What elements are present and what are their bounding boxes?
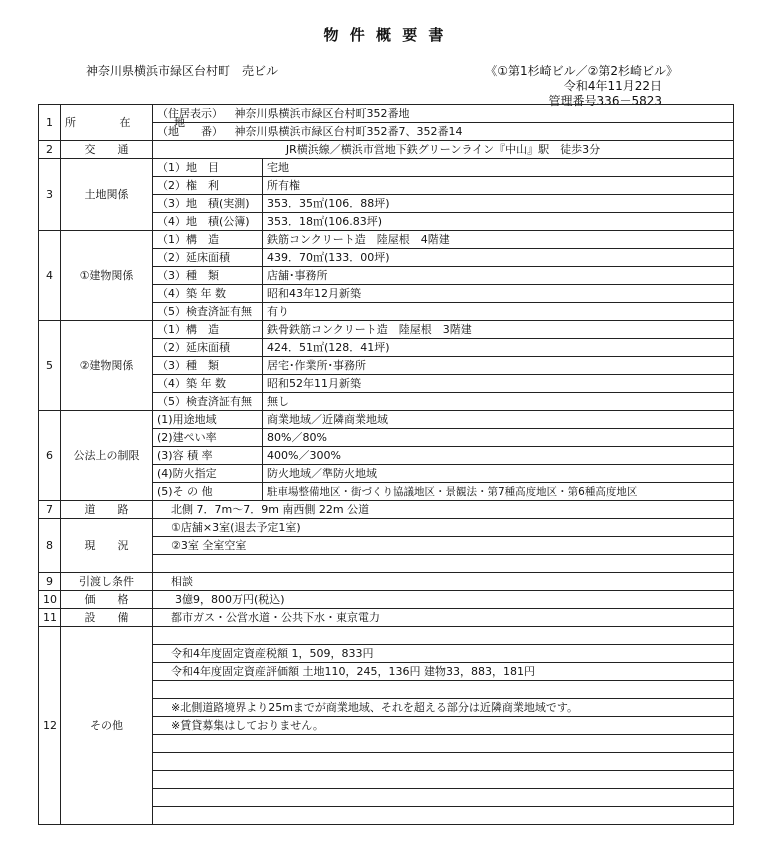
row-number: 7 [39,501,61,519]
row-number: 10 [39,591,61,609]
item-value: 宅地 [263,159,734,177]
table-row [39,519,734,537]
item-label: （5）検査済証有無 [153,303,263,321]
empty-line [153,555,734,573]
table-row [39,501,734,519]
row-category: ②建物関係 [61,321,153,411]
item-value: 鉄筋コンクリート造 陸屋根 4階建 [263,231,734,249]
empty-line [153,735,734,753]
note-line: ※北側道路境界より25mまでが商業地域、それを超える部分は近隣商業地域です。 [153,699,734,717]
row-number: 4 [39,231,61,321]
lot-cell [153,123,734,141]
item-label: （2）延床面積 [153,249,263,267]
table-row [39,159,734,177]
row-category: ①建物関係 [61,231,153,321]
item-label: (5)そ の 他 [153,483,263,501]
lot-label: （地 番） [157,124,223,138]
row-category: 土地関係 [61,159,153,231]
note-line: ※賃貸募集はしておりません。 [153,717,734,735]
table-row [39,105,734,123]
row-number: 12 [39,627,61,825]
item-label: (2)建ぺい率 [153,429,263,447]
address-cell [153,105,734,123]
row-category: 所 在 地 [61,105,153,141]
row-category: 現 況 [61,519,153,573]
item-label: （4）築 年 数 [153,375,263,393]
item-label: （1）構 造 [153,231,263,249]
row-number: 5 [39,321,61,411]
table-row [39,141,734,159]
document-date: 令和4年11月22日 [563,79,662,93]
road-value: 北側 7．7m～7．9m 南西側 22m 公道 [153,501,734,519]
empty-line [153,807,734,825]
row-category: 道 路 [61,501,153,519]
item-label: （4）地 積(公簿) [153,213,263,231]
item-value: 防火地域／準防火地域 [263,465,734,483]
item-value: 424．51㎡(128．41坪) [263,339,734,357]
access-value: JR横浜線／横浜市営地下鉄グリーンライン『中山』駅 徒歩3分 [153,141,734,159]
row-category: 公法上の制限 [61,411,153,501]
item-label: （5）検査済証有無 [153,393,263,411]
item-value: 400%／300% [263,447,734,465]
item-label: (4)防火指定 [153,465,263,483]
note-line: 令和4年度固定資産税額 1，509，833円 [153,645,734,663]
item-value: 439．70㎡(133．00坪) [263,249,734,267]
address-label: （住居表示） [157,106,223,120]
item-value: 所有権 [263,177,734,195]
item-value: 居宅･作業所･事務所 [263,357,734,375]
item-value: 353．18㎡(106.83坪) [263,213,734,231]
table-row [39,591,734,609]
item-value: 無し [263,393,734,411]
table-row [39,411,734,429]
price-value: 3億9，800万円(税込) [153,591,734,609]
table-row [39,231,734,249]
row-number: 8 [39,519,61,573]
row-category: 交 通 [61,141,153,159]
status-line: ②3室 全室空室 [153,537,734,555]
address-value: 神奈川県横浜市緑区台村町352番地 [234,106,410,120]
item-value: 店舗･事務所 [263,267,734,285]
facilities-value: 都市ガス・公営水道・公共下水・東京電力 [153,609,734,627]
item-label: （4）築 年 数 [153,285,263,303]
item-label: （3）地 積(実測) [153,195,263,213]
management-number: 管理番号336－5823 [548,94,662,108]
item-value: 有り [263,303,734,321]
lot-value: 神奈川県横浜市緑区台村町352番7、352番14 [234,124,463,138]
row-number: 11 [39,609,61,627]
row-number: 3 [39,159,61,231]
table-row [39,609,734,627]
row-category: 設 備 [61,609,153,627]
item-label: (3)容 積 率 [153,447,263,465]
empty-line [153,789,734,807]
empty-line [153,627,734,645]
handover-value: 相談 [153,573,734,591]
item-label: （2）権 利 [153,177,263,195]
table-row [39,573,734,591]
building-names: 《①第1杉崎ビル／②第2杉崎ビル》 [485,64,678,78]
item-value: 商業地域／近隣商業地域 [263,411,734,429]
row-number: 1 [39,105,61,141]
status-line: ①店舗×3室(退去予定1室) [153,519,734,537]
item-value: 80%／80% [263,429,734,447]
item-value: 昭和43年12月新築 [263,285,734,303]
note-line: 令和4年度固定資産評価額 土地110，245，136円 建物33，883，181円 [153,663,734,681]
row-category: その他 [61,627,153,825]
row-number: 2 [39,141,61,159]
row-category: 価 格 [61,591,153,609]
row-category: 引渡し条件 [61,573,153,591]
item-label: （2）延床面積 [153,339,263,357]
empty-line [153,753,734,771]
item-value: 昭和52年11月新築 [263,375,734,393]
empty-line [153,771,734,789]
item-label: （3）種 類 [153,267,263,285]
row-number: 9 [39,573,61,591]
item-value: 353．35㎡(106．88坪) [263,195,734,213]
property-name: 神奈川県横浜市緑区台村町 売ビル [86,64,279,78]
property-summary-table [38,104,734,825]
document-title: 物 件 概 要 書 [323,26,447,44]
item-label: (1)用途地域 [153,411,263,429]
table-row [39,627,734,645]
table-row [39,321,734,339]
row-number: 6 [39,411,61,501]
item-label: （3）種 類 [153,357,263,375]
item-label: （1）地 目 [153,159,263,177]
item-value: 鉄骨鉄筋コンクリート造 陸屋根 3階建 [263,321,734,339]
empty-line [153,681,734,699]
item-value: 駐車場整備地区・街づくり協議地区・景観法・第7種高度地区・第6種高度地区 [263,483,734,501]
item-label: （1）構 造 [153,321,263,339]
